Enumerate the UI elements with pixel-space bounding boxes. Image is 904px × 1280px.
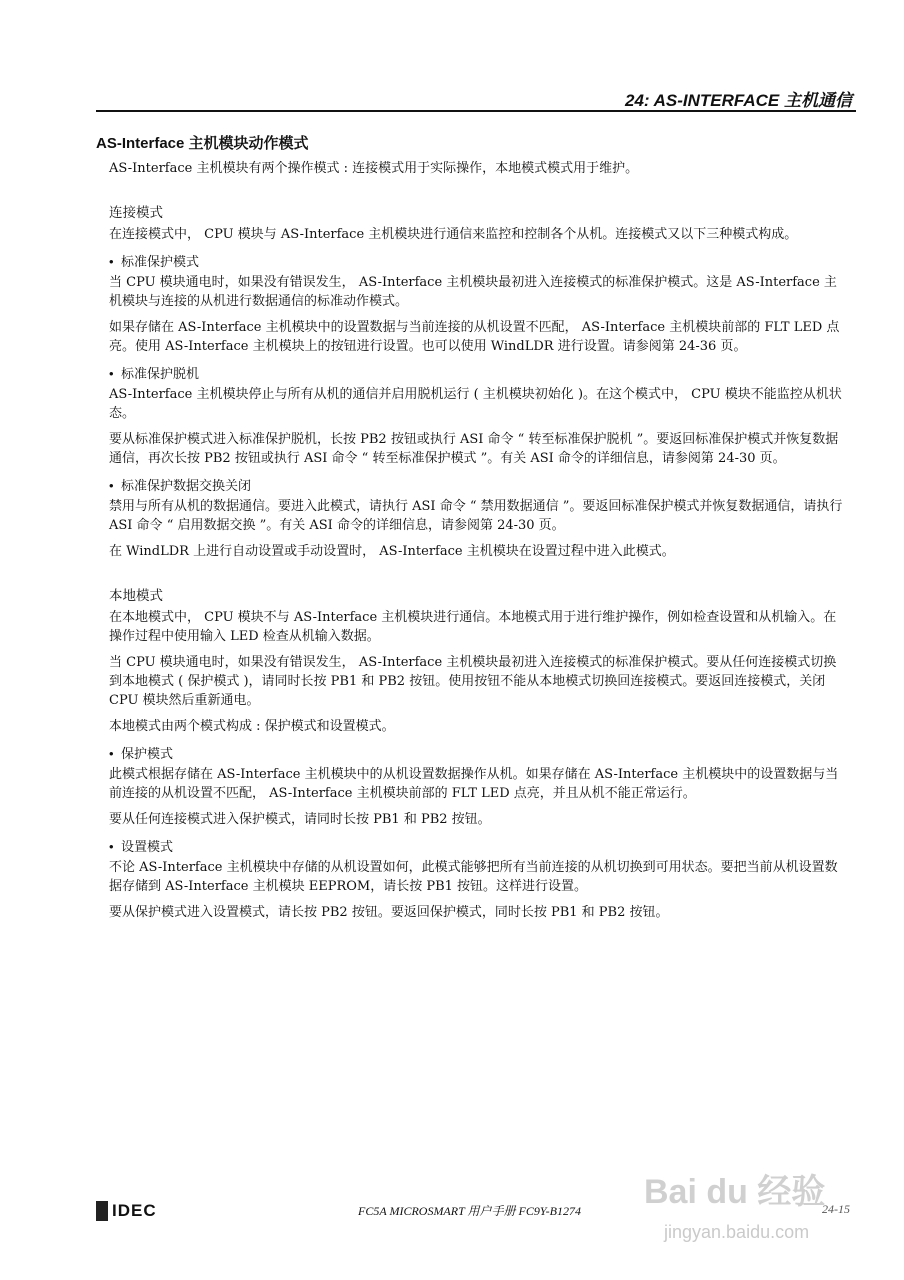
baidu-watermark bbox=[640, 1150, 870, 1260]
paragraph: 此模式根据存储在 AS-Interface 主机模块中的从机设置数据操作从机。如果存储在 AS-Interface 主机模块中的设置数据与当前连接的从机设置不匹配， AS-Interface 主机模块前部的 FLT LED 点亮，并且从机不能正常运行。 bbox=[109, 767, 839, 801]
paragraph: 要从保护模式进入设置模式，请长按 PB2 按钮。要返回保护模式，同时长按 PB1 和 PB2 按钮。 bbox=[109, 905, 669, 920]
bullet-icon: • bbox=[109, 366, 114, 381]
bullet-icon: • bbox=[109, 478, 114, 493]
logo-mark-icon bbox=[96, 1201, 108, 1221]
paragraph: 本地模式由两个模式构成 : 保护模式和设置模式。 bbox=[109, 719, 395, 734]
section-title: AS-Interface 主机模块动作模式 bbox=[96, 135, 309, 152]
chapter-header-title: 24: AS-INTERFACE 主机通信 bbox=[624, 91, 852, 110]
idec-logo bbox=[96, 1201, 157, 1221]
bullet-icon: • bbox=[109, 746, 114, 761]
paragraph: 在 WindLDR 上进行自动设置或手动设置时， AS-Interface 主机模块在设置过程中进入此模式。 bbox=[109, 544, 675, 559]
bullet-icon: • bbox=[109, 254, 114, 269]
watermark-logo: Bai du 经验 bbox=[644, 1173, 826, 1211]
setup-mode-title: 设置模式 bbox=[121, 839, 174, 854]
watermark-url: jingyan.baidu.com bbox=[664, 1222, 810, 1242]
paragraph: 当 CPU 模块通电时，如果没有错误发生， AS-Interface 主机模块最初进入连接模式的标准保护模式。要从任何连接模式切换到本地模式 ( 保护模式 )，请同时长按 PB1 和 PB2 按钮。使用按钮不能从本地模式切换回连接模式。要返回连接模式，关闭 CPU 模块然后重新通电。 bbox=[109, 655, 837, 708]
page-content bbox=[96, 132, 856, 929]
paragraph: 当 CPU 模块通电时，如果没有错误发生， AS-Interface 主机模块最初进入连接模式的标准保护模式。这是 AS-Interface 主机模块与连接的从机进行数据通信的标准动作模式。 bbox=[109, 275, 837, 309]
subsection-title bbox=[109, 743, 856, 762]
protect-mode-title: 保护模式 bbox=[121, 746, 174, 761]
paragraph: 如果存储在 AS-Interface 主机模块中的设置数据与当前连接的从机设置不匹配， AS-Interface 主机模块前部的 FLT LED 点亮。使用 AS-Interface 主机模块上的按钮进行设置。也可以使用 WindLDR 进行设置。请参阅第 24-36 页。 bbox=[109, 320, 840, 354]
paragraph: 要从标准保护模式进入标准保护脱机，长按 PB2 按钮或执行 ASI 命令 “ 转至标准保护脱机 ”。要返回标准保护模式并恢复数据通信，再次长按 PB2 按钮或执行 ASI 命令 “ 转至标准保护模式 ”。有关 ASI 命令的详细信息，请参阅第 24-30 页。 bbox=[109, 432, 839, 466]
paragraph: AS-Interface 主机模块停止与所有从机的通信并启用脱机运行 ( 主机模块初始化 )。在这个模式中， CPU 模块不能监控从机状态。 bbox=[109, 387, 842, 421]
paragraph: 禁用与所有从机的数据通信。要进入此模式，请执行 ASI 命令 “ 禁用数据通信 ”。要返回标准保护模式并恢复数据通信，请执行 ASI 命令 “ 启用数据交换 ”。有关 ASI 命令的详细信息，请参阅第 24-30 页。 bbox=[109, 499, 843, 533]
subsection-title bbox=[109, 836, 856, 855]
subsection-title bbox=[109, 475, 856, 494]
connect-mode-intro: 在连接模式中， CPU 模块与 AS-Interface 主机模块进行通信来监控和控制各个从机。连接模式又以下三种模式构成。 bbox=[109, 227, 798, 242]
standard-protect-offline-title: 标准保护脱机 bbox=[121, 366, 200, 381]
local-mode-title: 本地模式 bbox=[109, 588, 163, 603]
subsection-title bbox=[109, 251, 856, 270]
logo-text: IDEC bbox=[112, 1201, 157, 1220]
section-intro: AS-Interface 主机模块有两个操作模式 : 连接模式用于实际操作，本地模式模式用于维护。 bbox=[109, 161, 639, 176]
subsection-title bbox=[109, 363, 856, 382]
connect-mode-title: 连接模式 bbox=[109, 205, 163, 220]
standard-protect-mode-title: 标准保护模式 bbox=[121, 254, 200, 269]
paragraph: 在本地模式中， CPU 模块不与 AS-Interface 主机模块进行通信。本地模式用于进行维护操作，例如检查设置和从机输入。在操作过程中使用输入 LED 检查从机输入数据。 bbox=[109, 610, 837, 644]
paragraph: 要从任何连接模式进入保护模式，请同时长按 PB1 和 PB2 按钮。 bbox=[109, 812, 491, 827]
page-number: 24-15 bbox=[822, 1202, 850, 1216]
paragraph: 不论 AS-Interface 主机模块中存储的从机设置如何，此模式能够把所有当前连接的从机切换到可用状态。要把当前从机设置数据存储到 AS-Interface 主机模块 EEPROM，请长按 PB1 按钮。这样进行设置。 bbox=[109, 860, 838, 894]
data-exchange-off-title: 标准保护数据交换关闭 bbox=[121, 478, 252, 493]
footer-manual-title: FC5A MICROSMART 用户手册 FC9Y-B1274 bbox=[358, 1204, 581, 1218]
bullet-icon: • bbox=[109, 839, 114, 854]
header-rule bbox=[96, 110, 856, 112]
